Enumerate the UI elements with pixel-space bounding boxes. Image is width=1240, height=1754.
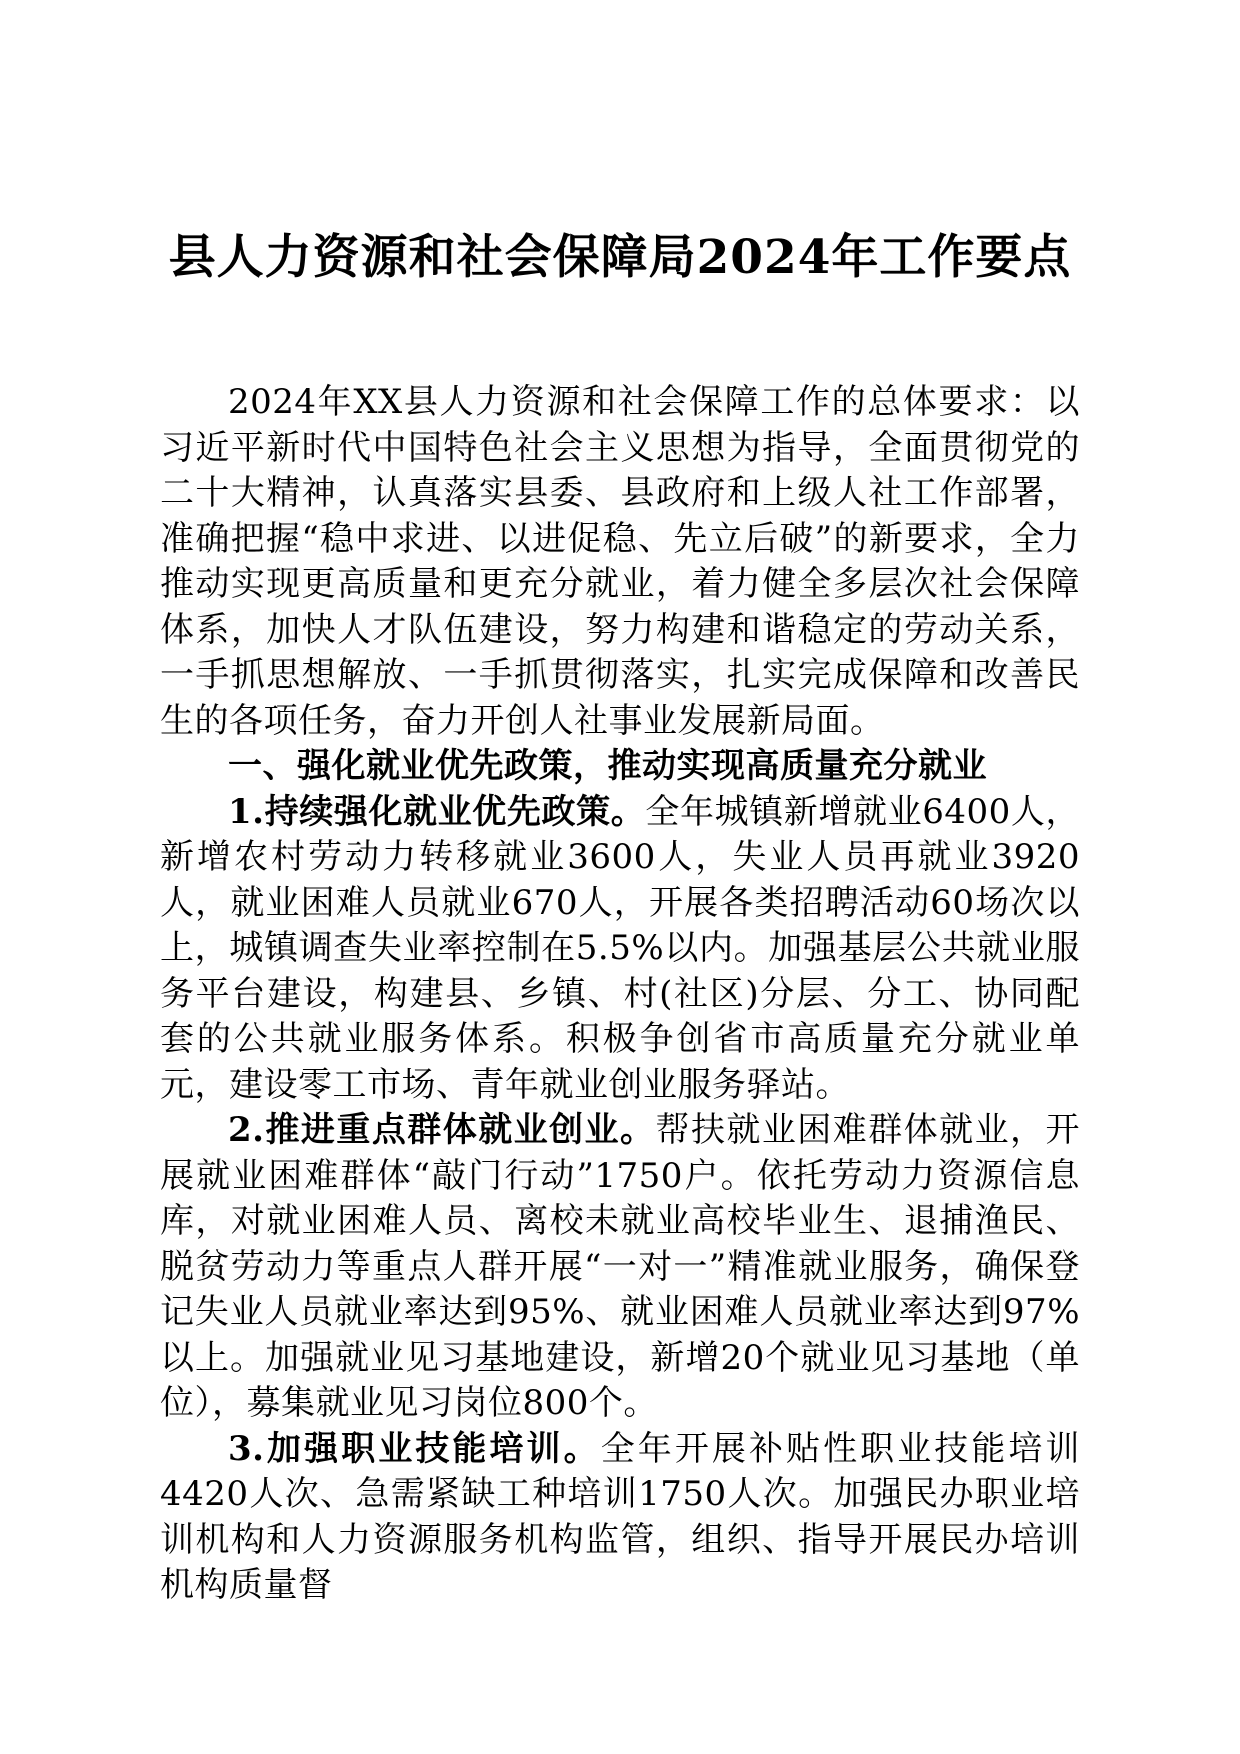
item-lead: 2.推进重点群体就业创业。 <box>228 1110 656 1150</box>
document-title: 县人力资源和社会保障局2024年工作要点 <box>168 230 1072 285</box>
list-item <box>160 790 1080 1109</box>
item-text: 全年开展补贴性职业技能培训4420人次、急需紧缺工种培训1750人次。加强民办职业培训机构和人力资源服务机构监管，组织、指导开展民办培训机构质量督 <box>160 1428 1081 1605</box>
item-lead: 3.加强职业技能培训。 <box>228 1428 601 1469</box>
item-lead: 1.持续强化就业优先政策。 <box>228 791 646 832</box>
document-body <box>160 380 1080 1609</box>
intro-paragraph: 2024年XX县人力资源和社会保障工作的总体要求：以习近平新时代中国特色社会主义思想为指导，全面贯彻党的二十大精神，认真落实县委、县政府和上级人社工作部署，准确把握“稳中求进、以进促稳、先立后破”的新要求，全力推动实现更高质量和更充分就业，着力健全多层次社会保障体系，加快人才队伍建设，努力构建和谐稳定的劳动关系，一手抓思想解放、一手抓贯彻落实，扎实完成保障和改善民生的各项任务，奋力开创人社事业发展新局面。 <box>160 382 1080 741</box>
list-item <box>160 1427 1080 1609</box>
section-heading: 一、强化就业优先政策，推动实现高质量充分就业 <box>228 746 987 786</box>
item-text: 全年城镇新增就业6400人，新增农村劳动力转移就业3600人，失业人员再就业3920人，就业困难人员就业670人，开展各类招聘活动60场次以上，城镇调查失业率控制在5.5%以内。加强基层公共就业服务平台建设，构建县、乡镇、村(社区)分层、分工、协同配套的公共就业服务体系。积极争创省市高质量充分就业单元，建设零工市场、青年就业创业服务驿站。 <box>160 791 1080 1105</box>
list-item <box>160 1108 1080 1427</box>
item-text: 帮扶就业困难群体就业，开展就业困难群体“敲门行动”1750户。依托劳动力资源信息库，对就业困难人员、离校未就业高校毕业生、退捕渔民、脱贫劳动力等重点人群开展“一对一”精准就业服务，确保登记失业人员就业率达到95%、就业困难人员就业率达到97%以上。加强就业见习基地建设，新增20个就业见习基地（单位），募集就业见习岗位800个。 <box>160 1110 1081 1423</box>
